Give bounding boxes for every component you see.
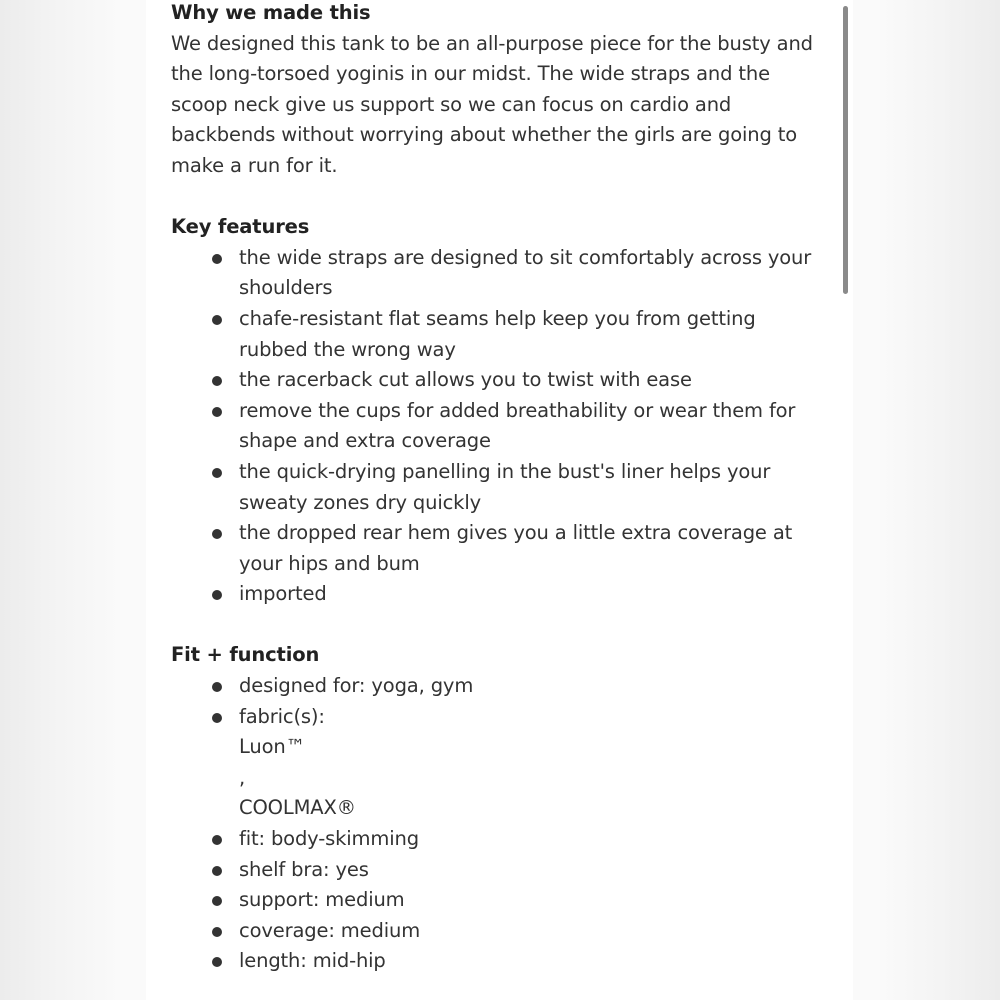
list-item — [171, 457, 841, 518]
fabrics-label: fabric(s): — [239, 704, 325, 728]
list-item-text: your hips and bum — [239, 551, 420, 575]
why-line: the long-torsoed yoginis in our midst. The wide straps and the — [171, 62, 770, 86]
bullet-icon — [212, 957, 222, 967]
key-features-list — [171, 243, 841, 610]
list-item — [171, 518, 841, 579]
list-item-text: support: medium — [239, 888, 405, 912]
list-item-text: shelf bra: yes — [239, 857, 369, 881]
bullet-icon — [212, 835, 222, 845]
scrollbar-thumb[interactable] — [843, 6, 848, 294]
bullet-icon — [212, 407, 222, 417]
fabric-separator: , — [239, 765, 246, 789]
list-item-text: the racerback cut allows you to twist with ease — [239, 368, 692, 392]
list-item-text: the quick-drying panelling in the bust's liner helps your — [239, 459, 771, 483]
why-line: make a run for it. — [171, 153, 338, 177]
list-item — [171, 916, 841, 947]
list-item — [171, 702, 841, 824]
section-spacer — [171, 610, 841, 641]
why-paragraph — [171, 29, 841, 182]
designed-for-text: designed for: yoga, gym — [239, 674, 474, 698]
fabric-name: Luon™ — [239, 735, 305, 759]
fit-function-heading: Fit + function — [171, 643, 320, 667]
list-item — [171, 855, 841, 886]
bullet-icon — [212, 682, 222, 692]
bullet-icon — [212, 713, 222, 723]
list-item — [171, 824, 841, 855]
list-item-text: the wide straps are designed to sit comfortably across your — [239, 245, 812, 269]
bullet-icon — [212, 254, 222, 264]
bullet-icon — [212, 315, 222, 325]
section-spacer — [171, 182, 841, 213]
why-line: scoop neck give us support so we can focus on cardio and — [171, 92, 732, 116]
list-item-text: shoulders — [239, 276, 333, 300]
bullet-icon — [212, 866, 222, 876]
list-item — [171, 396, 841, 457]
bullet-icon — [212, 927, 222, 937]
list-item — [171, 946, 841, 977]
why-line: We designed this tank to be an all-purpose piece for the busty and — [171, 31, 813, 55]
list-item-text: sweaty zones dry quickly — [239, 490, 481, 514]
list-item-text: rubbed the wrong way — [239, 337, 456, 361]
bullet-icon — [212, 590, 222, 600]
list-item-text: fit: body-skimming — [239, 827, 419, 851]
list-item — [171, 304, 841, 365]
list-item-text: remove the cups for added breathability or wear them for — [239, 398, 796, 422]
list-item — [171, 671, 841, 702]
list-item-text: the dropped rear hem gives you a little extra coverage at — [239, 521, 793, 545]
bullet-icon — [212, 529, 222, 539]
fit-function-list — [171, 671, 841, 977]
list-item — [171, 579, 841, 610]
list-item-text: chafe-resistant flat seams help keep you from getting — [239, 306, 756, 330]
list-item-text: length: mid-hip — [239, 949, 386, 973]
list-item-text: coverage: medium — [239, 918, 421, 942]
list-item-text: shape and extra coverage — [239, 429, 491, 453]
bullet-icon — [212, 896, 222, 906]
product-details-content — [171, 0, 841, 977]
list-item-text: imported — [239, 582, 327, 606]
bullet-icon — [212, 468, 222, 478]
product-details-panel — [146, 0, 853, 1000]
why-we-made-this-heading: Why we made this — [171, 1, 371, 24]
why-line: backbends without worrying about whether the girls are going to — [171, 123, 798, 147]
list-item — [171, 365, 841, 396]
fabric-name: COOLMAX® — [239, 796, 356, 820]
list-item — [171, 885, 841, 916]
key-features-heading: Key features — [171, 215, 310, 239]
list-item — [171, 243, 841, 304]
bullet-icon — [212, 376, 222, 386]
